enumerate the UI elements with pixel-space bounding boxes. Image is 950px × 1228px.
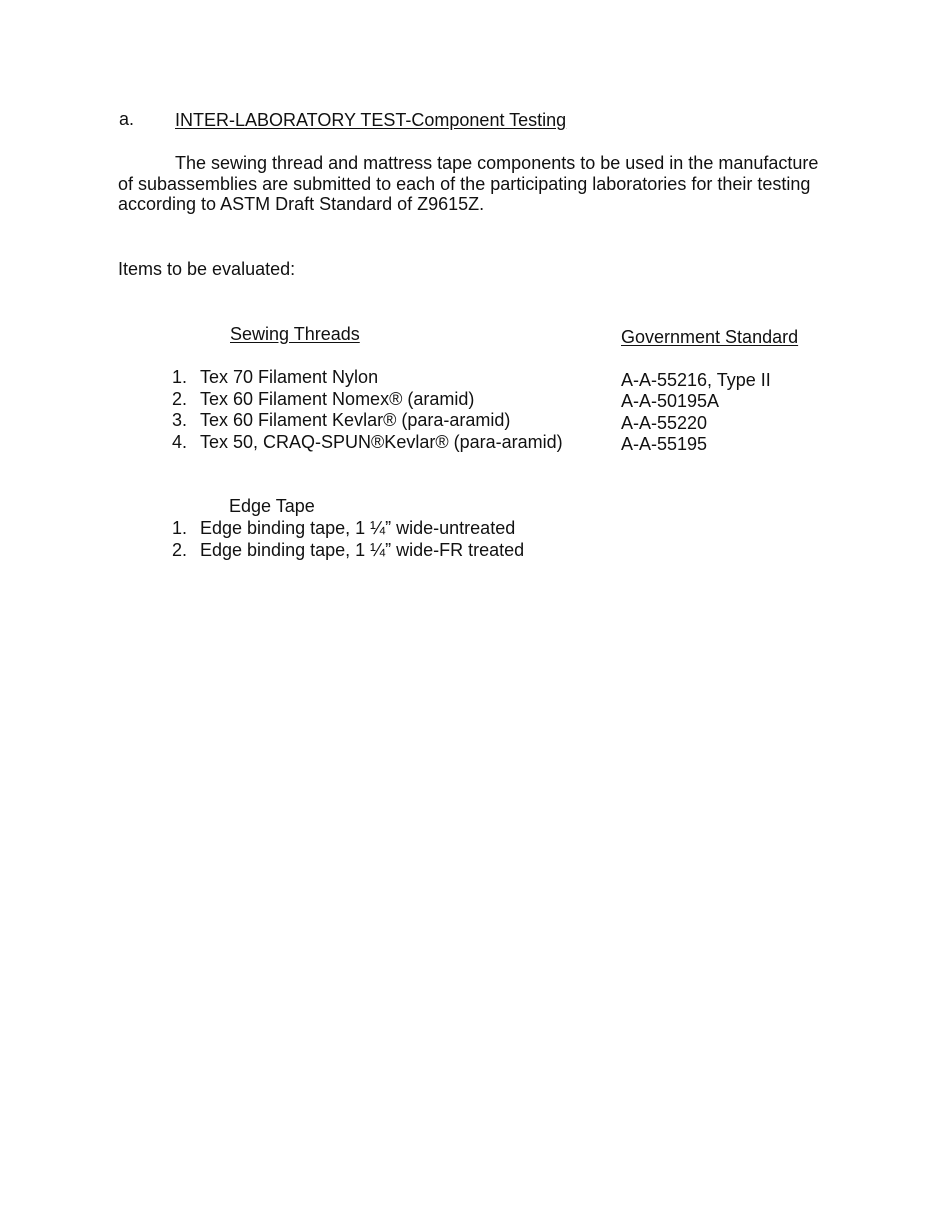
item-number: 1. — [172, 367, 188, 387]
edge-tape-header: Edge Tape — [229, 496, 315, 516]
item-label: Tex 60 Filament Kevlar® (para-aramid) — [200, 410, 511, 430]
item-label: Edge binding tape, 1 ¼” wide-untreated — [200, 518, 516, 538]
intro-paragraph — [118, 153, 858, 215]
item-number: 4. — [172, 432, 188, 452]
item-number: 1. — [172, 518, 188, 538]
sewing-threads-header: Sewing Threads — [230, 324, 360, 344]
thread-standard: A-A-55195 — [621, 434, 708, 454]
edge-tape-item — [172, 517, 515, 539]
government-standard-header: Government Standard — [621, 327, 799, 347]
item-label: Tex 50, CRAQ-SPUN®Kevlar® (para-aramid) — [200, 432, 563, 452]
thread-item — [172, 431, 563, 453]
thread-standard: A-A-50195A — [621, 391, 720, 411]
intro-line: of subassemblies are submitted to each of the participating laboratories for their testing — [118, 173, 811, 194]
thread-item — [172, 366, 378, 388]
thread-standard: A-A-55216, Type II — [621, 370, 771, 390]
item-label: Tex 60 Filament Nomex® (aramid) — [200, 389, 475, 409]
items-heading: Items to be evaluated: — [118, 259, 296, 279]
intro-line: according to ASTM Draft Standard of Z9615Z. — [118, 194, 485, 214]
item-number: 2. — [172, 540, 188, 560]
section-title: INTER-LABORATORY TEST-Component Testing — [175, 110, 567, 130]
item-label: Tex 70 Filament Nylon — [200, 367, 379, 387]
edge-tape-item — [172, 539, 524, 561]
thread-standard: A-A-55220 — [621, 413, 708, 433]
thread-item — [172, 409, 510, 431]
section-letter: a. — [119, 109, 135, 129]
item-label: Edge binding tape, 1 ¼” wide-FR treated — [200, 540, 525, 560]
item-number: 3. — [172, 410, 188, 430]
thread-item — [172, 388, 474, 410]
item-number: 2. — [172, 389, 188, 409]
intro-line: The sewing thread and mattress tape components to be used in the manufacture — [175, 153, 819, 173]
